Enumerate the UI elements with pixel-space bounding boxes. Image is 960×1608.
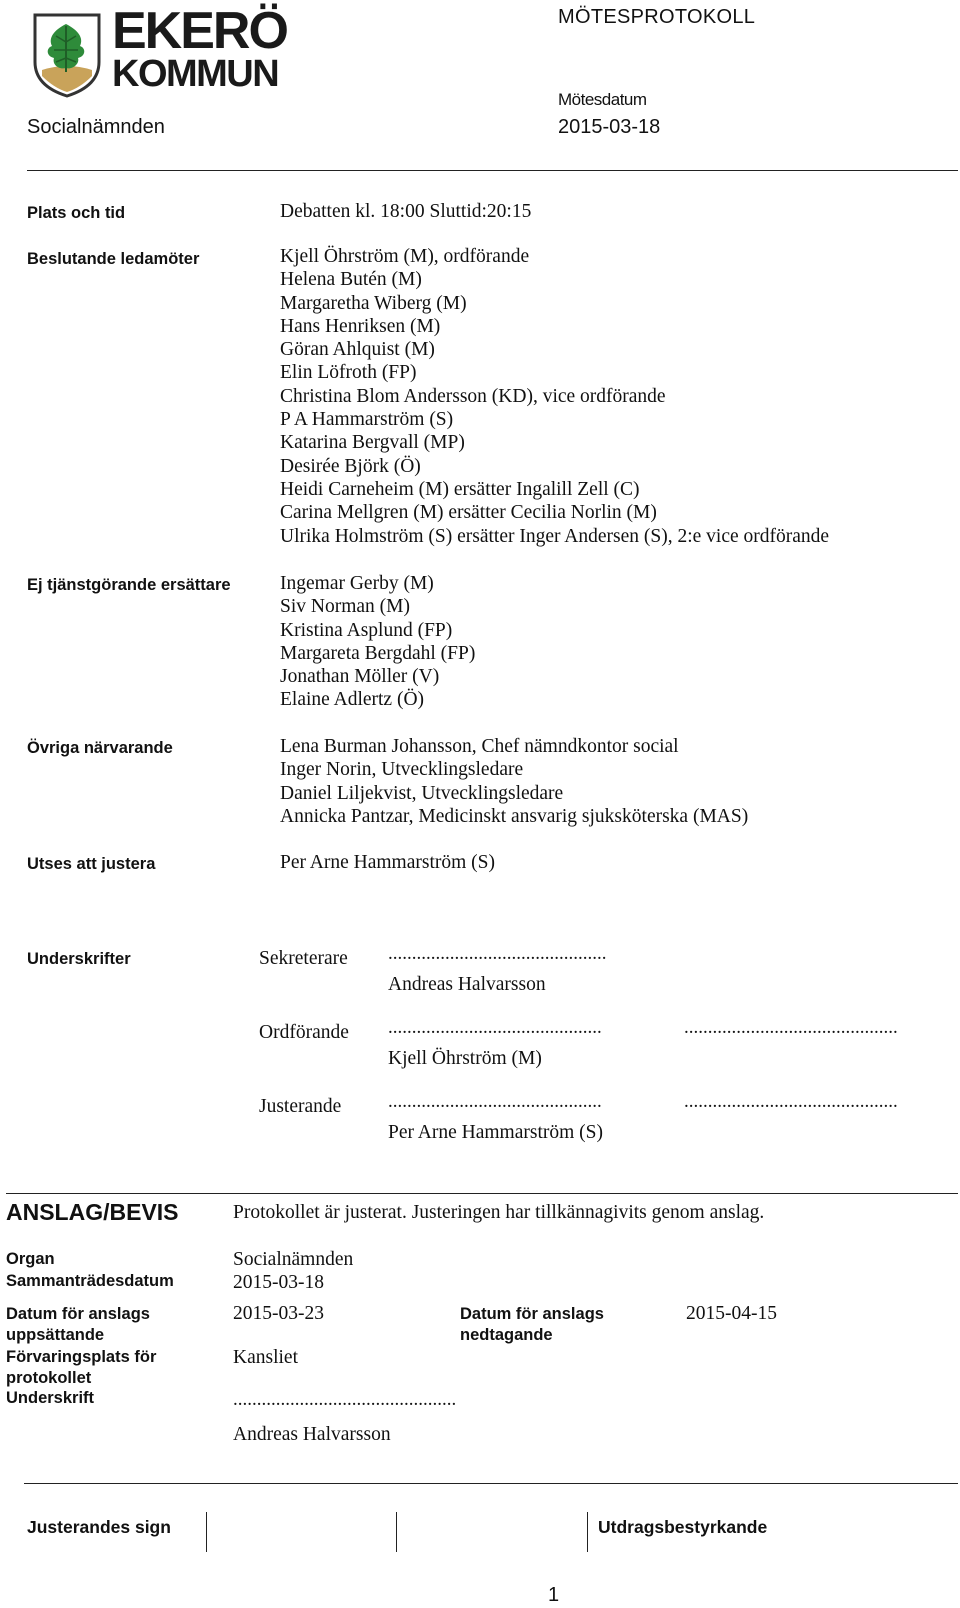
organ-label: Organ [6,1250,55,1268]
organ-value: Socialnämnden [233,1249,354,1270]
signature-line: ............................................. [684,1091,898,1112]
members-label: Beslutande ledamöter [27,250,200,268]
notice-title: ANSLAG/BEVIS [6,1199,179,1225]
signature-line: ............................................... [233,1389,457,1410]
signature-box-divider [206,1512,207,1552]
meeting-date-label-2: Sammanträdesdatum [6,1272,174,1290]
list-item: P A Hammarström (S) [280,409,454,431]
list-item: Christina Blom Andersson (KD), vice ordförande [280,385,666,407]
signature-box-divider [587,1512,588,1552]
posted-date-value: 2015-03-23 [233,1303,324,1324]
signature-line: ............................................. [388,1091,602,1112]
list-item: Jonathan Möller (V) [280,666,440,688]
removed-date-value: 2015-04-15 [686,1303,777,1324]
others-list [280,735,748,828]
signature-line: .............................................. [388,943,607,964]
place-time-value: Debatten kl. 18:00 Sluttid:20:15 [280,201,532,222]
list-item: Annicka Pantzar, Medicinskt ansvarig sjuksköterska (MAS) [280,805,749,827]
signature-box-divider [396,1512,397,1552]
others-label: Övriga närvarande [27,739,173,757]
list-item: Desirée Björk (Ö) [280,455,421,477]
header-divider [27,170,958,171]
list-item: Heidi Carneheim (M) ersätter Ingalill Zell (C) [280,478,640,500]
posted-date-label-line1: Datum för anslags [6,1305,150,1323]
document-type: MÖTESPROTOKOLL [558,6,756,28]
list-item: Ulrika Holmström (S) ersätter Inger Andersen (S), 2:e vice ordförande [280,525,830,547]
members-list [280,245,829,548]
signature-line: ............................................. [684,1017,898,1038]
secretary-name: Andreas Halvarsson [388,974,546,995]
storage-label-line2: protokollet [6,1369,92,1387]
posted-date-label [6,1304,150,1346]
signatures-label: Underskrifter [27,950,131,968]
notice-statement: Protokollet är justerat. Justeringen har tillkännagivits genom anslag. [233,1202,765,1223]
place-time-label: Plats och tid [27,204,126,222]
list-item: Margareta Bergdahl (FP) [280,642,476,664]
list-item: Kristina Asplund (FP) [280,619,453,641]
footer-divider [24,1483,958,1484]
chair-role: Ordförande [259,1022,349,1043]
list-item: Margaretha Wiberg (M) [280,292,467,314]
list-item: Siv Norman (M) [280,596,410,618]
page-number: 1 [548,1584,560,1606]
adjuster-name: Per Arne Hammarström (S) [388,1122,603,1143]
substitutes-label: Ej tjänstgörande ersättare [27,576,231,594]
storage-label-line1: Förvaringsplats för [6,1348,157,1366]
adjuster-role: Justerande [259,1096,342,1117]
secretary-role: Sekreterare [259,948,348,969]
list-item: Elin Löfroth (FP) [280,362,417,384]
posted-date-label-line2: uppsättande [6,1326,105,1344]
brand-name-line1: EKERÖ [112,2,287,60]
adjusters-sign-label: Justerandes sign [27,1517,171,1537]
chair-name: Kjell Öhrström (M) [388,1048,542,1069]
signature-name: Andreas Halvarsson [233,1424,391,1445]
meeting-date-value: 2015-03-18 [558,116,661,138]
list-item: Katarina Bergvall (MP) [280,432,465,454]
adjust-value: Per Arne Hammarström (S) [280,852,495,873]
list-item: Kjell Öhrström (M), ordförande [280,246,530,267]
list-item: Elaine Adlertz (Ö) [280,689,425,711]
list-item: Helena Butén (M) [280,269,422,291]
list-item: Lena Burman Johansson, Chef nämndkontor social [280,736,679,757]
oak-leaf-shield-icon [32,12,102,98]
notice-top-divider [6,1193,958,1194]
meeting-date-value-2: 2015-03-18 [233,1272,324,1293]
extract-cert-label: Utdragsbestyrkande [598,1517,768,1537]
substitutes-list [280,572,475,712]
adjust-label: Utses att justera [27,855,156,873]
removed-date-label-line1: Datum för anslags [460,1305,604,1323]
removed-date-label [460,1304,604,1346]
signature-line: ............................................. [388,1017,602,1038]
list-item: Daniel Liljekvist, Utvecklingsledare [280,782,564,804]
storage-label [6,1347,156,1389]
brand-name-line2: KOMMUN [112,53,279,95]
list-item: Hans Henriksen (M) [280,315,441,337]
list-item: Carina Mellgren (M) ersätter Cecilia Norlin (M) [280,502,657,524]
list-item: Ingemar Gerby (M) [280,573,434,594]
list-item: Inger Norin, Utvecklingsledare [280,759,524,781]
storage-value: Kansliet [233,1347,298,1368]
list-item: Göran Ahlquist (M) [280,339,435,361]
meeting-date-label: Mötesdatum [558,90,647,109]
committee-name: Socialnämnden [27,116,165,138]
signature-label: Underskrift [6,1389,95,1407]
removed-date-label-line2: nedtagande [460,1326,553,1344]
